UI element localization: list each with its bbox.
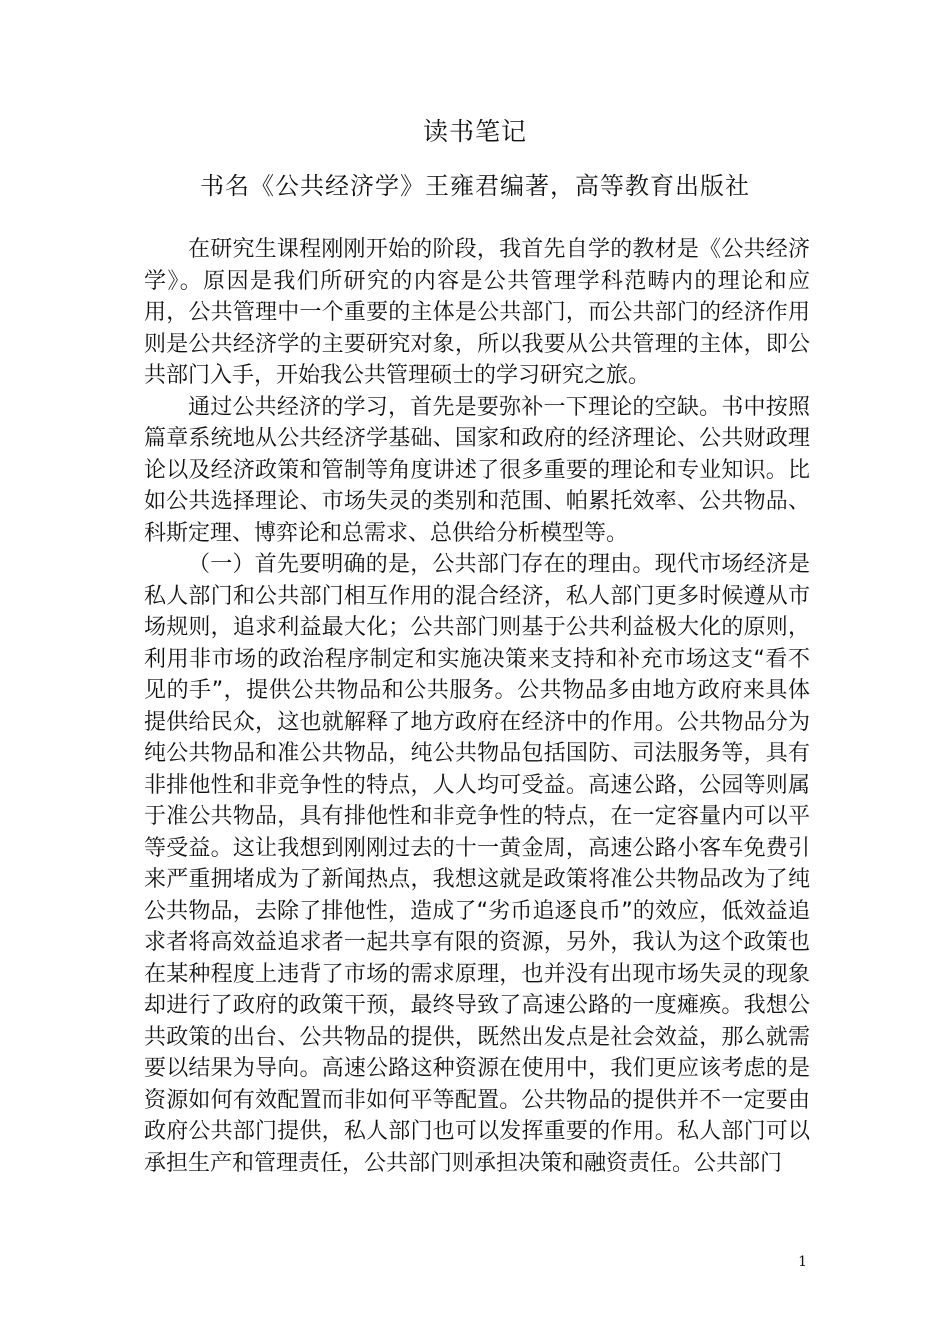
page-number: 1 xyxy=(798,1254,807,1270)
paragraph-intro: 在研究生课程刚刚开始的阶段，我首先自学的教材是《公共经济学》。原因是我们所研究的内容是公共管理学科范畴内的理论和应用，公共管理中一个重要的主体是公共部门，而公共部门的经济作用则是公共经济学的主要研究对象，所以我要从公共管理的主体，即公共部门入手，开始我公共管理硕士的学习研究之旅。 xyxy=(144,237,810,388)
paragraph-public-sector: （一）首先要明确的是，公共部门存在的理由。现代市场经济是私人部门和公共部门相互作用的混合经济，私人部门更多时候遵从市场规则，追求利益最大化；公共部门则基于公共利益极大化的原则，利用非市场的政治程序制定和实施决策来支持和补充市场这支“看不见的手”，提供公共物品和公共服务。公共物品多由地方政府来具体提供给民众，这也就解释了地方政府在经济中的作用。公共物品分为纯公共物品和准公共物品，纯公共物品包括国防、司法服务等，具有非排他性和非竞争性的特点，人人均可受益。高速公路，公园等则属于准公共物品，具有排他性和非竞争性的特点，在一定容量内可以平等受益。这让我想到刚刚过去的十一黄金周，高速公路小客车免费引来严重拥堵成为了新闻热点，我想这就是政策将准公共物品改为了纯公共物品，去除了排他性，造成了“劣币追逐良币”的效应，低效益追求者将高效益追求者一起共享有限的资源，另外，我认为这个政策也在某种程度上违背了市场的需求原理，也并没有出现市场失灵的现象却进行了政府的政策干预，最终导致了高速公路的一度瘫痪。我想公共政策的出台、公共物品的提供，既然出发点是社会效益，那么就需要以结果为导向。高速公路这种资源在使用中，我们更应该考虑的是资源如何有效配置而非如何平等配置。公共物品的提供并不一定要由政府公共部门提供，私人部门也可以发挥重要的作用。私人部门可以承担生产和管理责任，公共部门则承担决策和融资责任。公共部门 xyxy=(144,552,810,1176)
paragraph-theory: 通过公共经济的学习，首先是要弥补一下理论的空缺。书中按照篇章系统地从公共经济学基础、国家和政府的经济理论、公共财政理论以及经济政策和管制等角度讲述了很多重要的理论和专业知识。比如公共选择理论、市场失灵的类别和范围、帕累托效率、公共物品、科斯定理、博弈论和总需求、总供给分析模型等。 xyxy=(144,394,810,546)
document-title: 读书笔记 xyxy=(422,117,527,146)
book-info-subtitle: 书名《公共经济学》王雍君编著，高等教育出版社 xyxy=(200,172,750,200)
document-body xyxy=(144,234,810,1179)
